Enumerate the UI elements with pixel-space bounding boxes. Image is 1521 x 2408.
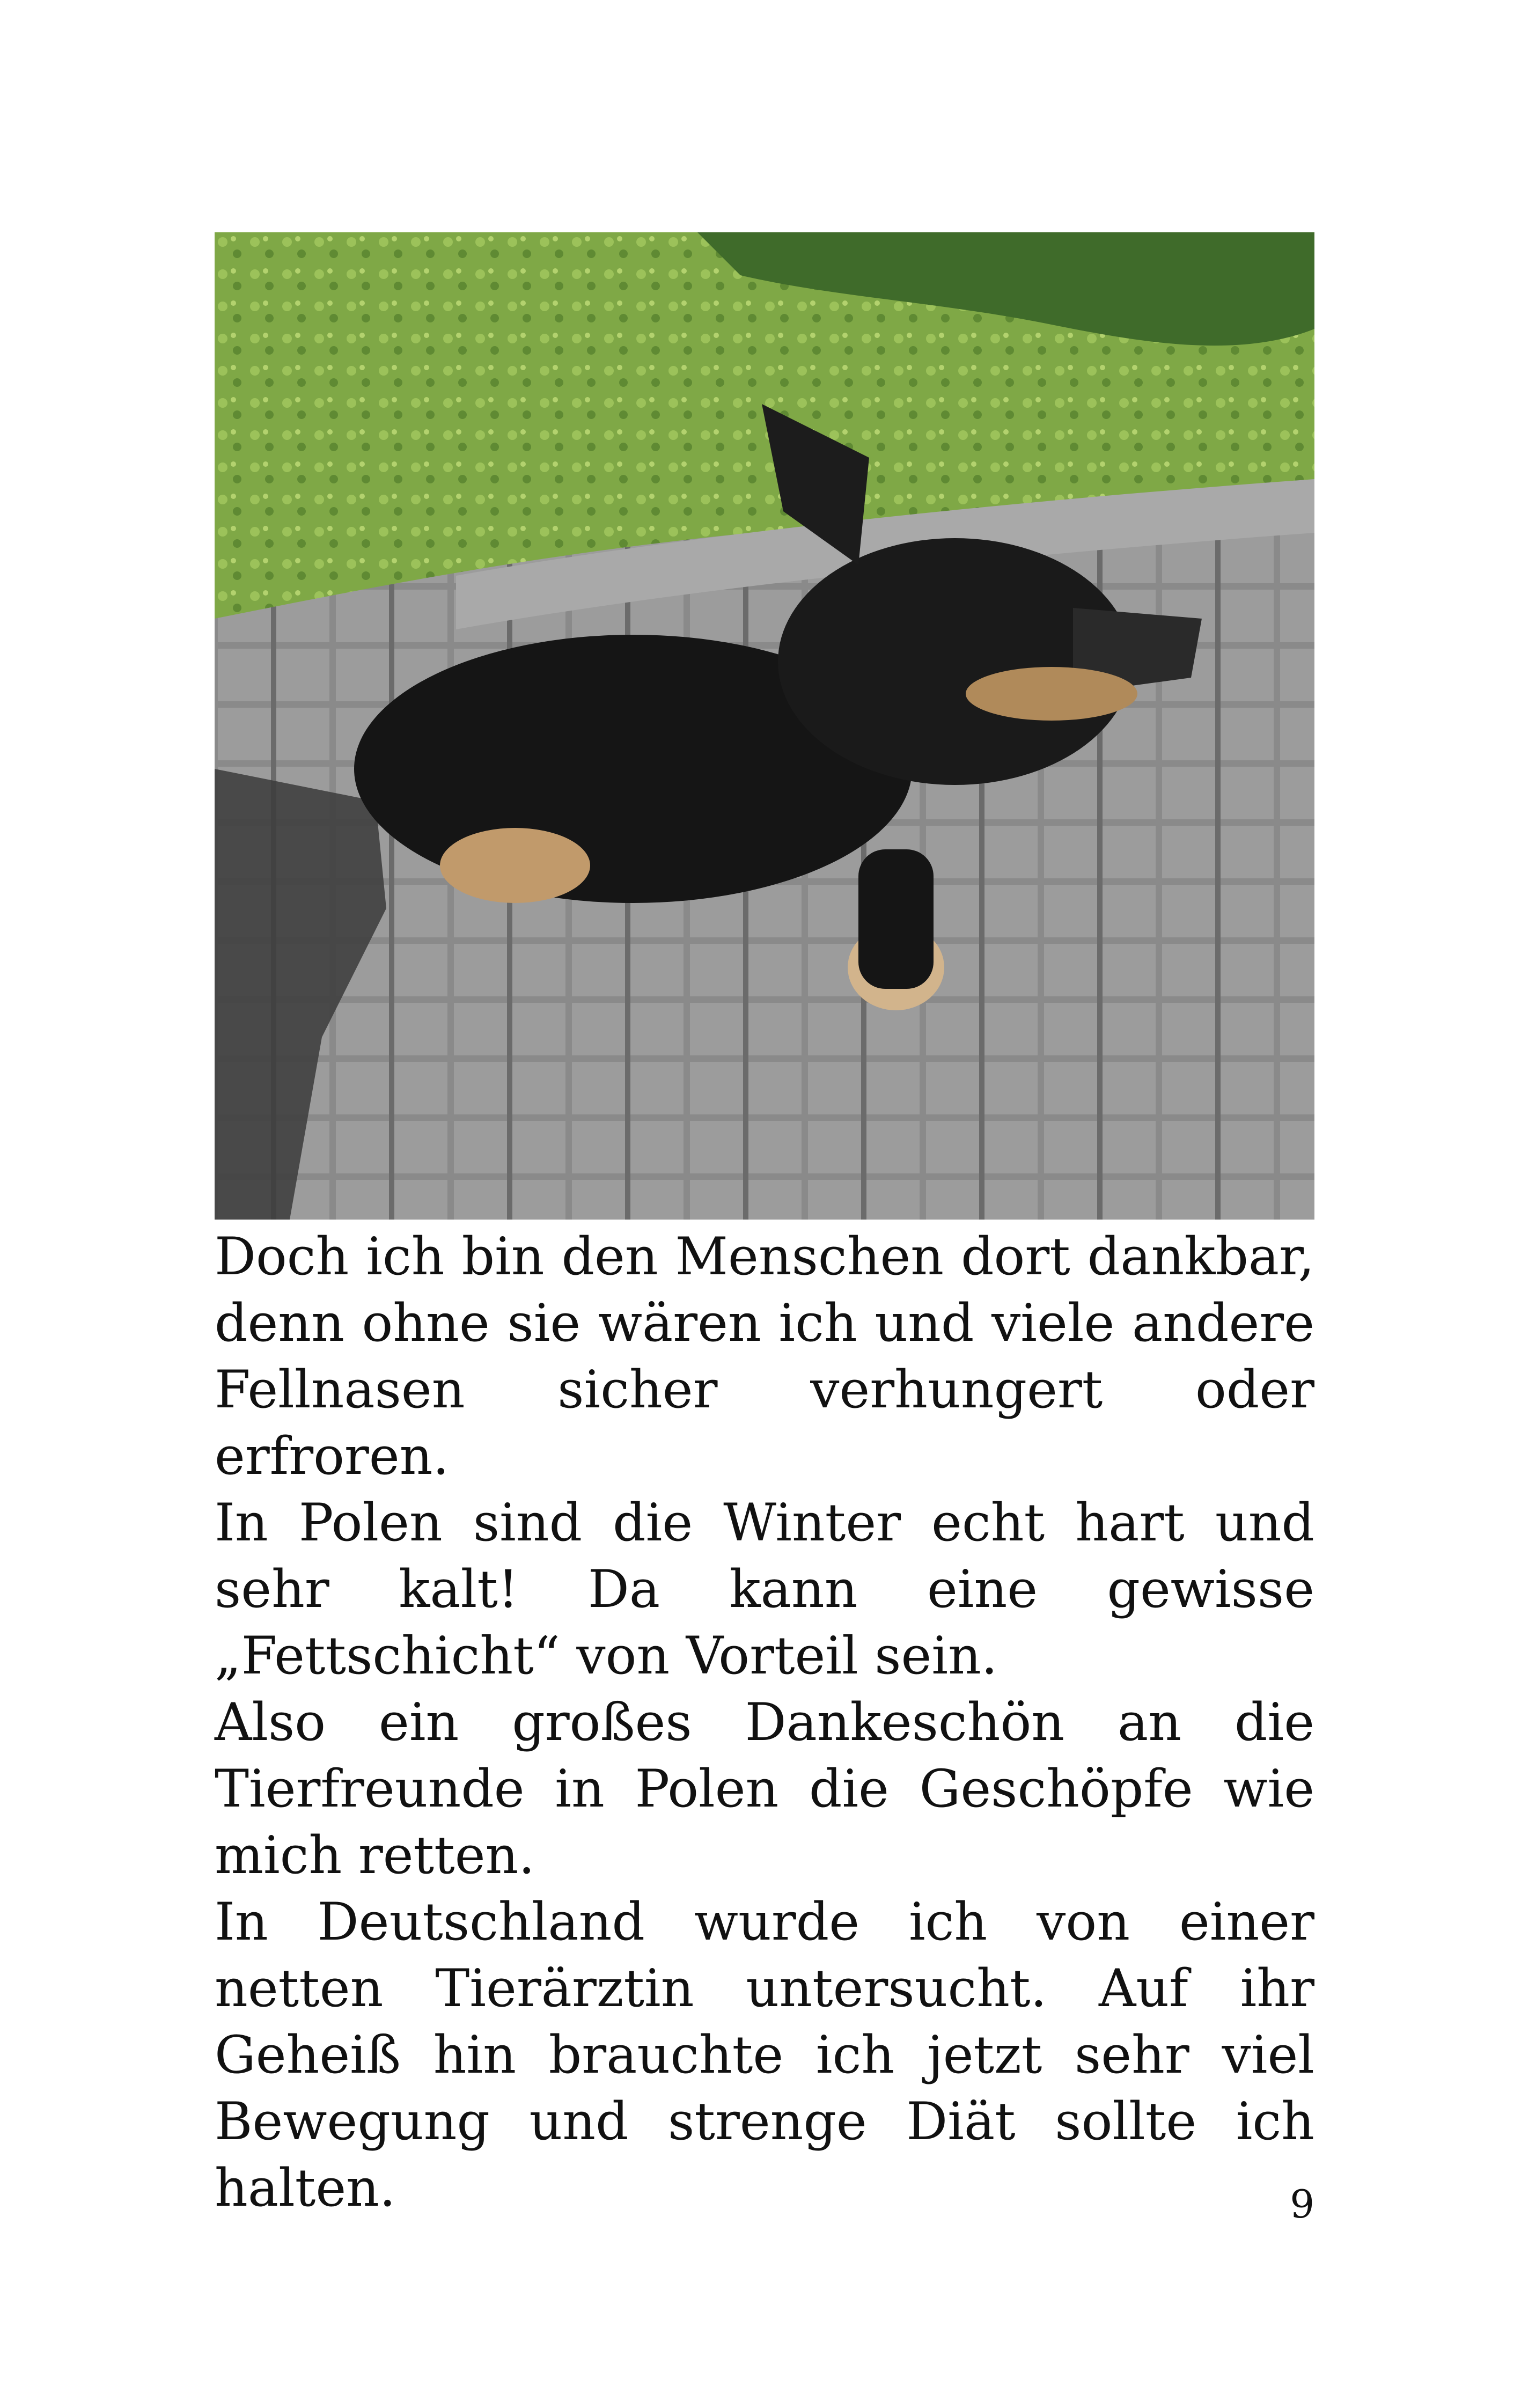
paragraph-2: In Polen sind die Winter echt hart und sehr kalt! Da kann eine gewisse „Fettschicht“ von Vorteil sein. [215,1493,1314,1686]
paragraph-1: Doch ich bin den Menschen dort dankbar, denn ohne sie wären ich und viele andere Fellnasen sicher verhungert oder erfroren. [215,1227,1314,1486]
paragraph-3: Also ein großes Dankeschön an die Tierfreunde in Polen die Geschöpfe wie mich retten. [215,1692,1314,1885]
body-text [215,1223,1314,2221]
paragraph-4: In Deutschland wurde ich von einer netten Tierärztin untersucht. Auf ihr Geheiß hin brauchte ich jetzt sehr viel Bewegung und strenge Diät sollte ich halten. [215,1892,1314,2218]
page-number: 9 [1290,2182,1314,2227]
dog-photo [215,232,1314,1220]
